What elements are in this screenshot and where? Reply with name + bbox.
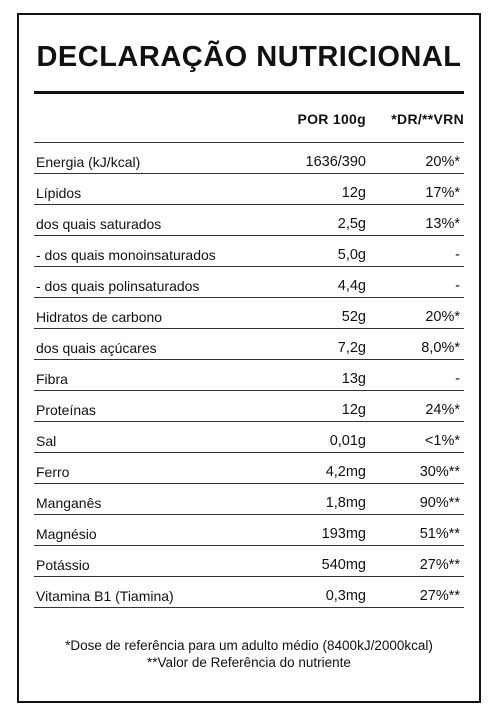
nutrient-per-100g: 0,01g xyxy=(329,433,366,449)
nutrient-dr: 20%* xyxy=(425,154,460,170)
table-row xyxy=(34,515,464,546)
table-row xyxy=(34,174,464,205)
nutrient-per-100g: 4,4g xyxy=(337,278,366,294)
nutrient-dr: 30%** xyxy=(419,464,460,480)
header-per-100g: POR 100g xyxy=(297,111,366,127)
nutrient-per-100g: 2,5g xyxy=(337,216,366,232)
nutrient-per-100g: 4,2mg xyxy=(325,464,366,480)
footnote-dr: *Dose de referência para um adulto médio (8400kJ/2000kcal) xyxy=(65,638,433,653)
nutrient-name: - dos quais polinsaturados xyxy=(36,278,200,294)
nutrient-per-100g: 12g xyxy=(341,402,366,418)
nutrient-dr: 27%** xyxy=(419,557,460,573)
nutrient-dr: - xyxy=(455,247,460,263)
nutrient-name: Vitamina B1 (Tiamina) xyxy=(36,588,174,604)
nutrient-per-100g: 12g xyxy=(341,185,366,201)
table-row xyxy=(34,236,464,267)
nutrient-name: Manganês xyxy=(36,495,102,511)
table-row xyxy=(34,453,464,484)
nutrient-name: dos quais saturados xyxy=(36,216,162,232)
table-row xyxy=(34,422,464,453)
nutrient-dr: - xyxy=(455,278,460,294)
nutrient-per-100g: 540mg xyxy=(321,557,366,573)
nutrient-name: Sal xyxy=(36,433,57,449)
nutrient-per-100g: 1,8mg xyxy=(325,495,366,511)
table-row xyxy=(34,329,464,360)
table-row xyxy=(34,267,464,298)
table-row xyxy=(34,391,464,422)
nutrient-dr: 17%* xyxy=(425,185,460,201)
nutrient-per-100g: 52g xyxy=(341,309,366,325)
nutrition-table xyxy=(34,94,464,608)
footnotes xyxy=(19,637,479,671)
nutrient-name: dos quais açúcares xyxy=(36,340,157,356)
table-header-row xyxy=(34,94,464,143)
nutrient-dr: 20%* xyxy=(425,309,460,325)
nutrient-per-100g: 0,3mg xyxy=(325,588,366,604)
nutrient-name: Ferro xyxy=(36,464,70,480)
table-row xyxy=(34,205,464,236)
nutrient-dr: 24%* xyxy=(425,402,460,418)
nutrient-per-100g: 1636/390 xyxy=(305,154,366,170)
nutrient-name: - dos quais monoinsaturados xyxy=(36,247,216,263)
nutrient-name: Energia (kJ/kcal) xyxy=(36,154,141,170)
nutrient-dr: <1%* xyxy=(424,433,460,449)
nutrient-name: Magnésio xyxy=(36,526,97,542)
nutrient-dr: 27%** xyxy=(419,588,460,604)
header-dr-vrn: *DR/**VRN xyxy=(391,111,464,127)
nutrient-dr: 51%** xyxy=(419,526,460,542)
nutrient-per-100g: 5,0g xyxy=(337,247,366,263)
nutrient-dr: 13%* xyxy=(425,216,460,232)
nutrient-dr: 90%** xyxy=(419,495,460,511)
nutrient-name: Hidratos de carbono xyxy=(36,309,163,325)
nutrient-dr: 8,0%* xyxy=(421,340,460,356)
table-row xyxy=(34,484,464,515)
nutrition-panel xyxy=(17,13,481,703)
nutrient-per-100g: 193mg xyxy=(321,526,366,542)
nutrient-name: Fibra xyxy=(36,371,68,387)
nutrient-name: Lípidos xyxy=(36,185,82,201)
table-row xyxy=(34,298,464,329)
table-row xyxy=(34,143,464,174)
nutrient-per-100g: 7,2g xyxy=(337,340,366,356)
panel-title: DECLARAÇÃO NUTRICIONAL xyxy=(36,41,462,73)
table-row xyxy=(34,577,464,608)
table-row xyxy=(34,546,464,577)
table-row xyxy=(34,360,464,391)
footnote-vrn: **Valor de Referência do nutriente xyxy=(147,655,351,670)
nutrient-dr: - xyxy=(455,371,460,387)
nutrient-name: Proteínas xyxy=(36,402,96,418)
nutrient-name: Potássio xyxy=(36,557,90,573)
nutrient-per-100g: 13g xyxy=(341,371,366,387)
